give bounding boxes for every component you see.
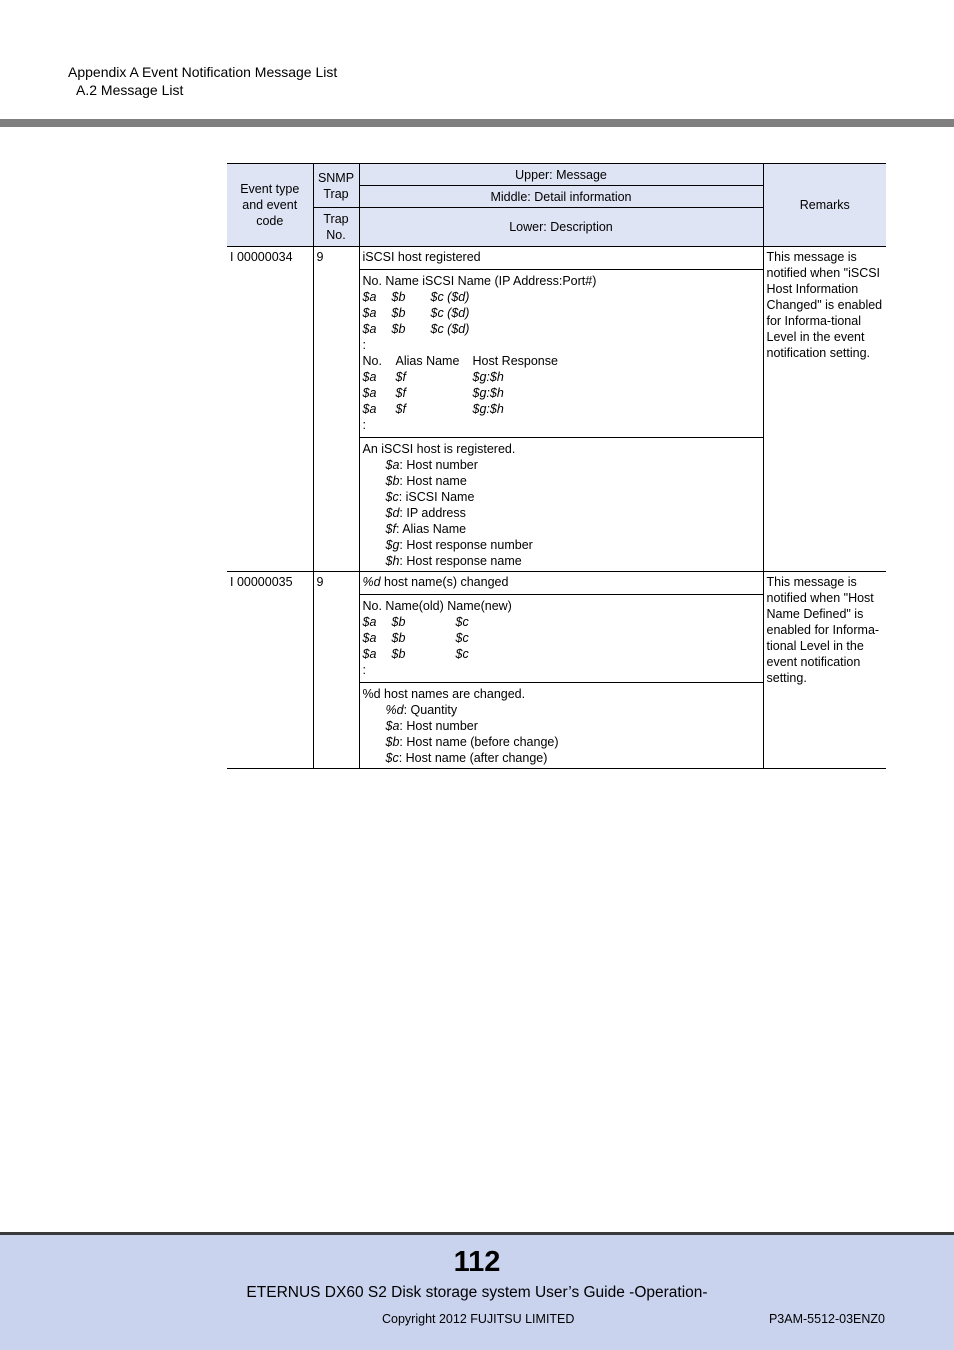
description-item: $a: Host number xyxy=(385,458,478,472)
description-title: %d host names are changed. xyxy=(362,687,526,701)
description-title: An iSCSI host is registered. xyxy=(362,442,516,456)
description-item: $c: iSCSI Name xyxy=(385,490,475,504)
running-header xyxy=(68,63,337,99)
detail-line: $a $f $g:$h xyxy=(362,386,504,400)
event-code: I 00000034 xyxy=(227,247,313,572)
detail-line: $a $f $g:$h xyxy=(362,402,504,416)
detail-line: $a $b $c xyxy=(362,631,469,645)
detail-header: No. Name iSCSI Name (IP Address:Port#) xyxy=(362,274,597,288)
col-trapno-header: Trap No. xyxy=(313,208,359,247)
detail-line: $a $b $c ($d) xyxy=(362,306,470,320)
detail-ellipsis: : xyxy=(362,338,366,352)
event-remarks: This message is notified when "iSCSI Host Information Changed" is enabled for Informa-tional Level in the event notification setting. xyxy=(763,247,886,572)
header-chapter: Appendix A Event Notification Message List xyxy=(68,64,338,80)
event-code: I 00000035 xyxy=(227,572,313,769)
table-row xyxy=(227,247,886,270)
description-item: $f: Alias Name xyxy=(385,522,467,536)
detail-ellipsis: : xyxy=(362,418,366,432)
trap-number: 9 xyxy=(313,572,359,769)
page-number: 112 xyxy=(453,1246,501,1278)
description-item: $h: Host response name xyxy=(385,554,522,568)
description-item: $b: Host name xyxy=(385,474,467,488)
detail-line: $a $b $c ($d) xyxy=(362,322,470,336)
col-middle-header: Middle: Detail information xyxy=(359,186,763,208)
detail-ellipsis: : xyxy=(362,663,366,677)
description-item: $b: Host name (before change) xyxy=(385,735,559,749)
event-detail xyxy=(359,270,763,438)
detail-header-2: No. Alias Name Host Response xyxy=(362,354,558,368)
detail-header: No. Name(old) Name(new) xyxy=(362,599,512,613)
header-section: A.2 Message List xyxy=(76,82,184,98)
event-description xyxy=(359,438,763,572)
description-item: $a: Host number xyxy=(385,719,478,733)
col-remarks-header: Remarks xyxy=(763,164,886,247)
col-upper-header: Upper: Message xyxy=(359,164,763,186)
message-table xyxy=(227,163,886,769)
detail-line: $a $b $c xyxy=(362,647,469,661)
table-header-row xyxy=(227,164,886,186)
description-item: $d: IP address xyxy=(385,506,466,520)
col-event-header: Event type and event code xyxy=(227,164,313,247)
description-item: $c: Host name (after change) xyxy=(385,751,548,765)
event-message: %d host name(s) changed xyxy=(359,572,763,595)
col-snmp-header: SNMP Trap xyxy=(313,164,359,208)
description-item: %d: Quantity xyxy=(385,703,458,717)
copyright: Copyright 2012 FUJITSU LIMITED xyxy=(382,1312,575,1326)
description-item: $g: Host response number xyxy=(385,538,533,552)
page-footer xyxy=(0,1232,954,1350)
event-message: iSCSI host registered xyxy=(359,247,763,270)
document-id: P3AM-5512-03ENZ0 xyxy=(768,1312,885,1326)
detail-line: $a $f $g:$h xyxy=(362,370,504,384)
event-detail xyxy=(359,595,763,683)
col-lower-header: Lower: Description xyxy=(359,208,763,247)
trap-number: 9 xyxy=(313,247,359,572)
header-rule xyxy=(0,119,954,127)
document-title: ETERNUS DX60 S2 Disk storage system User’s Guide -Operation- xyxy=(246,1284,708,1301)
event-remarks: This message is notified when "Host Name Defined" is enabled for Informa-tional Level in the event notification setting. xyxy=(763,572,886,769)
event-description xyxy=(359,683,763,769)
detail-line: $a $b $c ($d) xyxy=(362,290,470,304)
detail-line: $a $b $c xyxy=(362,615,469,629)
table-row xyxy=(227,572,886,595)
